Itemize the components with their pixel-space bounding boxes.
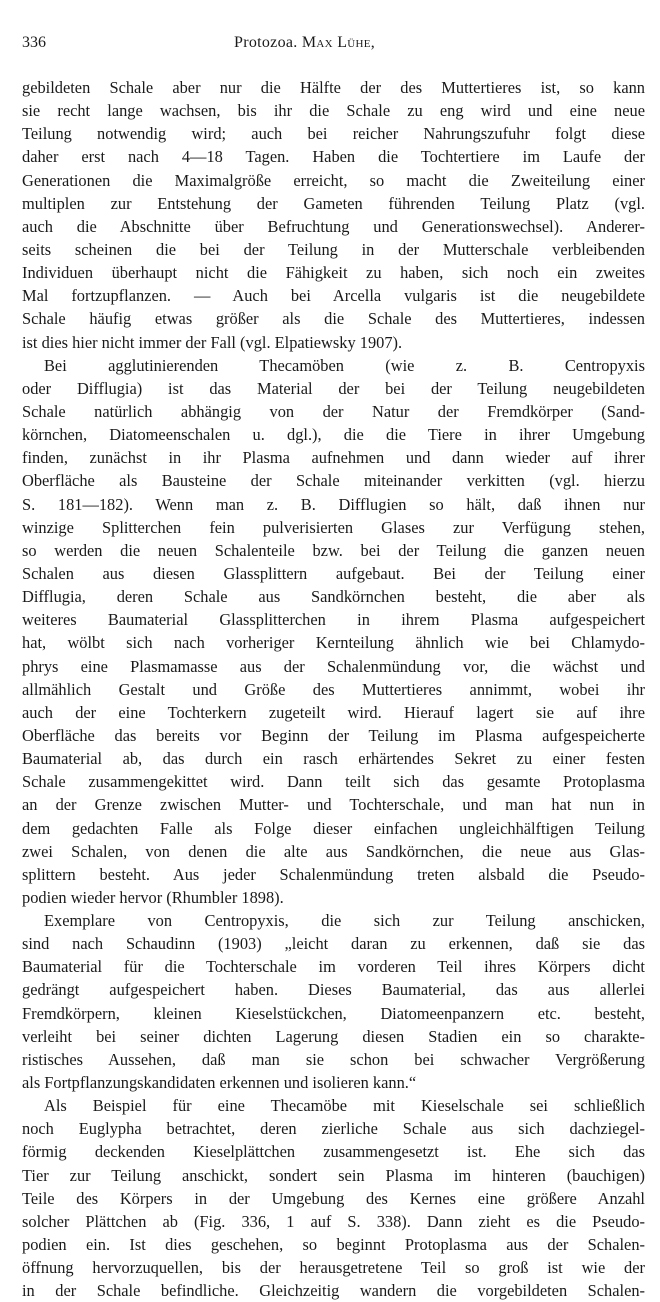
text-line: ist dies hier nicht immer der Fall (vgl. Elpatiewsky 1907). (22, 332, 403, 352)
text-line: finden, zunächst in ihr Plasma aufnehmen und dann wieder auf ihrer (22, 448, 645, 468)
text-line: Teilung notwendig wird; auch bei reicher Nahrungszufuhr folgt diese (22, 124, 645, 144)
text-line: verleiht bei seiner dichten Lagerung diesen Stadien ein so charakte- (22, 1026, 645, 1046)
text-line: öffnung hervorzuquellen, bis der herausgetretene Teil so groß ist wie der (22, 1258, 645, 1278)
text-line: förmig deckenden Kieselplättchen zusammengesetzt ist. Ehe sich das (22, 1142, 645, 1162)
text-line: in der Schale befindliche. Gleichzeitig wandern die vorgebildeten Schalen- (22, 1281, 645, 1301)
text-line: Tier zur Teilung anschickt, sondert sein Plasma im hinteren (bauchigen) (22, 1165, 645, 1185)
text-line: solcher Plättchen ab (Fig. 336, 1 auf S. 338). Dann zieht es die Pseudo- (22, 1211, 645, 1231)
text-line: Schale natürlich abhängig von der Natur der Fremdkörper (Sand- (22, 401, 645, 421)
text-line: gedrängt aufgespeichert haben. Dieses Baumaterial, das aus allerlei (22, 980, 645, 1000)
running-head (234, 34, 375, 52)
text-line: Teile des Körpers in der Umgebung des Kernes eine größere Anzahl (22, 1188, 645, 1208)
text-line: sie recht lange wachsen, bis ihr die Schale zu eng wird und eine neue (22, 101, 645, 121)
text-line: seits scheinen die bei der Teilung in der Mutterschale verbleibenden (22, 239, 645, 259)
text-line: auch die Abschnitte über Befruchtung und Generationswechsel). Anderer- (22, 216, 645, 236)
text-line: oder Difflugia) ist das Material der bei der Teilung neugebildeten (22, 378, 645, 398)
page-header (22, 34, 642, 58)
text-line: noch Euglypha betrachtet, deren zierliche Schale aus sich dachziegel- (22, 1119, 645, 1139)
text-line: Baumaterial für die Tochterschale im vorderen Teil ihres Körpers dicht (22, 957, 645, 977)
text-line: Difflugia, deren Schale aus Sandkörnchen besteht, die aber als (22, 587, 645, 607)
text-line: körnchen, Diatomeenschalen u. dgl.), die die Tiere in ihrer Umgebung (22, 425, 645, 445)
text-line: als Fortpflanzungskandidaten erkennen und isolieren kann.“ (22, 1073, 417, 1093)
text-line: phrys eine Plasmamasse aus der Schalenmündung vor, die wächst und (22, 656, 645, 676)
body-text (22, 76, 645, 1302)
text-line: weiteres Baumaterial Glassplitterchen in ihrem Plasma aufgespeichert (22, 610, 645, 630)
text-line: podien wieder hervor (Rhumbler 1898). (22, 887, 284, 907)
text-line: auch der eine Tochterkern zugeteilt wird. Hierauf lagert sie auf ihre (22, 702, 645, 722)
text-line: Oberfläche als Bausteine der Schale miteinander verkitten (vgl. hierzu (22, 471, 645, 491)
text-line: podien ein. Ist dies geschehen, so beginnt Protoplasma aus der Schalen- (22, 1235, 645, 1255)
text-line: sind nach Schaudinn (1903) „leicht daran zu erkennen, daß sie das (22, 934, 645, 954)
text-line: so werden die neuen Schalenteile bzw. bei der Teilung die ganzen neuen (22, 540, 645, 560)
text-line: Schale häufig etwas größer als die Schale des Muttertieres, indessen (22, 309, 645, 329)
text-line: daher erst nach 4—18 Tagen. Haben die Tochtertiere im Laufe der (22, 147, 645, 167)
text-line: allmählich Gestalt und Größe des Muttertieres annimmt, wobei ihr (22, 679, 645, 699)
text-line: Oberfläche das bereits vor Beginn der Teilung im Plasma aufgespeicherte (22, 725, 645, 745)
text-line: Generationen die Maximalgröße erreicht, so macht die Zweiteilung einer (22, 170, 645, 190)
text-line: zwei Schalen, von denen die alte aus Sandkörnchen, die neue aus Glas- (22, 841, 645, 861)
running-head-title: Protozoa. (234, 34, 298, 51)
text-line: gebildeten Schale aber nur die Hälfte der des Muttertieres ist, so kann (22, 78, 645, 97)
text-line: Exemplare von Centropyxis, die sich zur Teilung anschicken, (44, 911, 645, 931)
text-line: Schalen aus diesen Glassplittern aufgebaut. Bei der Teilung einer (22, 563, 645, 583)
text-line: dem gedachten Falle als Folge dieser einfachen ungleichhälftigen Teilung (22, 818, 645, 838)
text-line: Individuen überhaupt nicht die Fähigkeit zu haben, sich noch ein zweites (22, 263, 645, 283)
text-line: Fremdkörpern, kleinen Kieselstückchen, Diatomeenpanzern etc. besteht, (22, 1003, 645, 1023)
text-line: an der Grenze zwischen Mutter- und Tochterschale, und man hat nun in (22, 795, 645, 815)
text-line: Schale zusammengekittet wird. Dann teilt sich das gesamte Protoplasma (22, 772, 645, 792)
text-line: splittern besteht. Aus jeder Schalenmündung treten alsbald die Pseudo- (22, 864, 645, 884)
page-number: 336 (22, 34, 46, 51)
text-line: multiplen zur Entstehung der Gameten führenden Teilung Platz (vgl. (22, 193, 645, 213)
text-line: ristisches Aussehen, daß man sie schon bei schwacher Vergrößerung (22, 1049, 645, 1069)
text-line: S. 181—182). Wenn man z. B. Difflugien so hält, daß ihnen nur (22, 494, 645, 514)
text-line: Baumaterial ab, das durch ein rasch erhärtendes Sekret zu einer festen (22, 749, 645, 769)
text-line: Bei agglutinierenden Thecamöben (wie z. B. Centropyxis (44, 355, 645, 375)
text-line: Mal fortzupflanzen. — Auch bei Arcella vulgaris ist die neugebildete (22, 286, 645, 306)
running-head-author: Max Lühe, (301, 34, 376, 51)
text-line: hat, wölbt sich nach vorheriger Kernteilung ähnlich wie bei Chlamydo- (22, 633, 645, 653)
text-line: winzige Splitterchen fein pulverisierten Glases zur Verfügung stehen, (22, 517, 645, 537)
text-line: Als Beispiel für eine Thecamöbe mit Kieselschale sei schließlich (44, 1096, 645, 1116)
